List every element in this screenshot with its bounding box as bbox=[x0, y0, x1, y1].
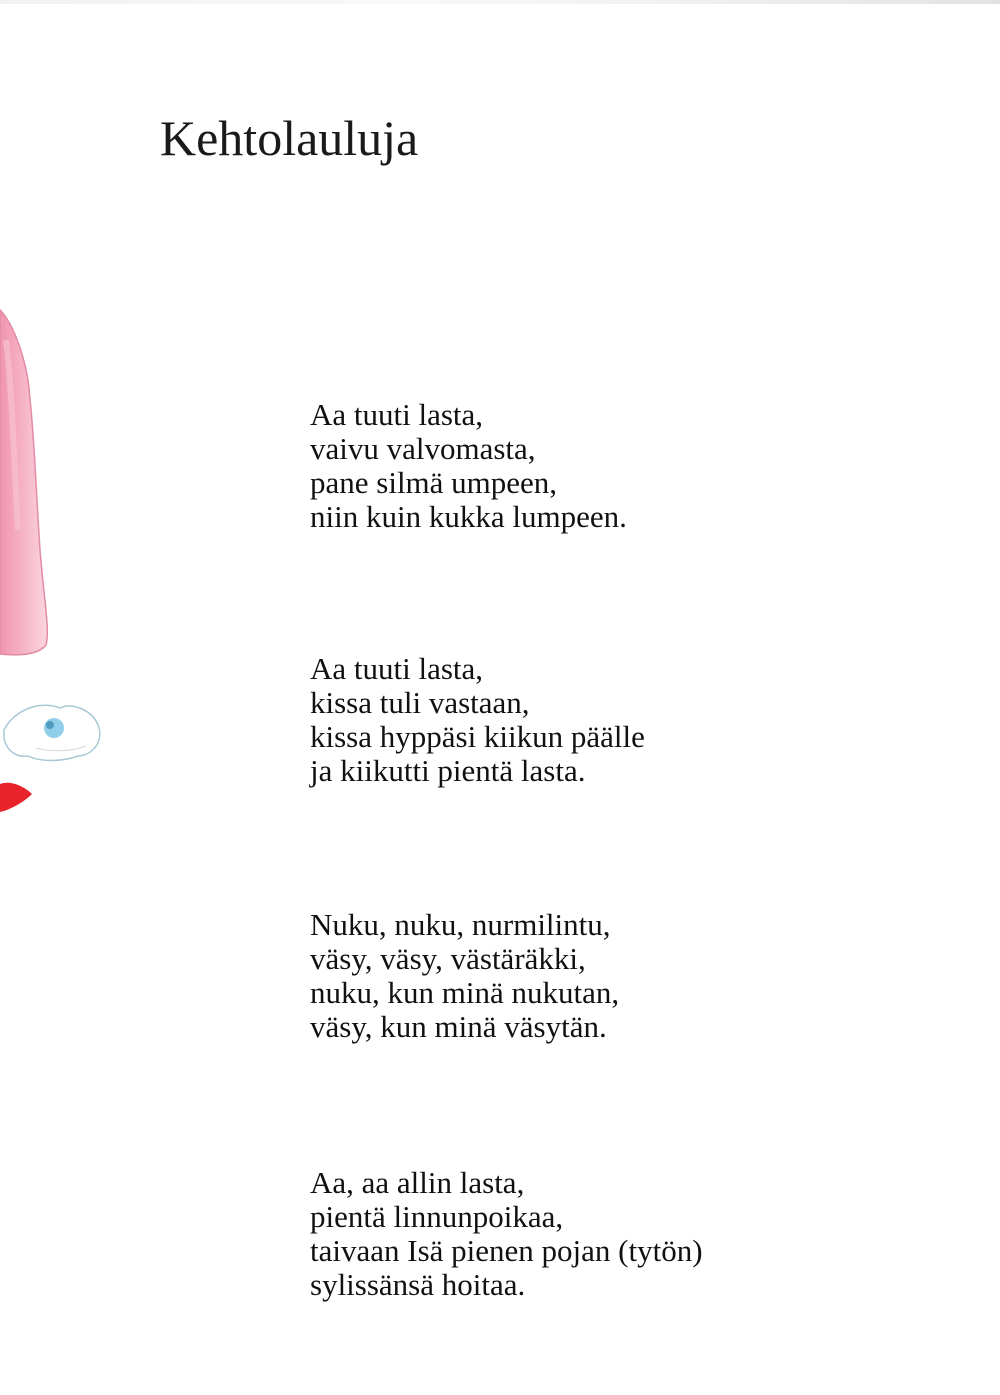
stanza-line: Nuku, nuku, nurmilintu, bbox=[310, 907, 611, 942]
page-title: Kehtolauluja bbox=[160, 110, 419, 166]
stanza-line: väsy, kun minä väsytän. bbox=[310, 1009, 607, 1044]
scan-edge bbox=[0, 0, 1000, 4]
stanza-line: Aa tuuti lasta, bbox=[310, 397, 484, 432]
stanza-line: niin kuin kukka lumpeen. bbox=[310, 499, 627, 534]
stanza-line: pientä linnunpoikaa, bbox=[310, 1199, 564, 1234]
stanza bbox=[310, 398, 627, 534]
stanza bbox=[310, 652, 645, 788]
stanza-line: kissa tuli vastaan, bbox=[310, 685, 530, 720]
stanza-line: väsy, väsy, västäräkki, bbox=[310, 941, 586, 976]
stanza bbox=[310, 908, 619, 1044]
stanza-line: sylissänsä hoitaa. bbox=[310, 1267, 526, 1302]
stanza-line: vaivu valvomasta, bbox=[310, 431, 536, 466]
stanza-line: Aa tuuti lasta, bbox=[310, 651, 484, 686]
red-shape bbox=[0, 783, 32, 812]
stanza-line: kissa hyppäsi kiikun päälle bbox=[310, 719, 645, 754]
stanza bbox=[310, 1166, 703, 1302]
stanza-line: Aa, aa allin lasta, bbox=[310, 1165, 525, 1200]
stanza-line: pane silmä umpeen, bbox=[310, 465, 558, 500]
stanza-line: ja kiikutti pientä lasta. bbox=[310, 753, 586, 788]
watercolor-drawing-icon bbox=[0, 300, 110, 820]
stanza-line: taivaan Isä pienen pojan (tytön) bbox=[310, 1233, 703, 1268]
stanza-line: nuku, kun minä nukutan, bbox=[310, 975, 620, 1010]
